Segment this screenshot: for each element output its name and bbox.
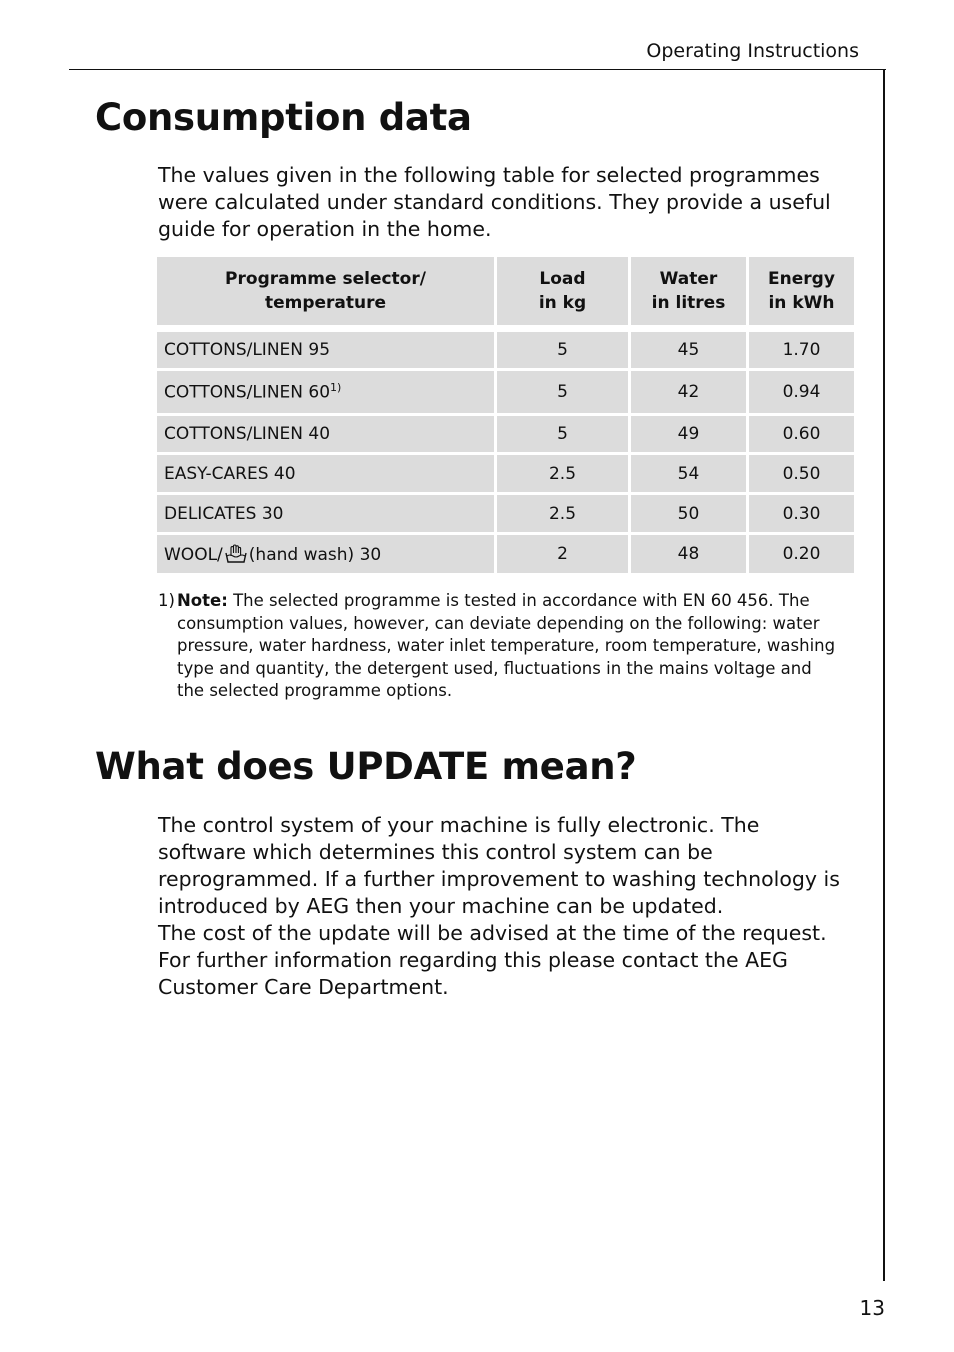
water-cell: 42: [631, 371, 746, 413]
table-row: [157, 332, 854, 368]
water-cell: 48: [631, 535, 746, 573]
footnote: [158, 590, 838, 703]
load-cell: 5: [497, 371, 628, 413]
consumption-intro: The values given in the following table for selected programmes were calculated under standard conditions. They provide a useful guide for operation in the home.: [158, 163, 831, 241]
footnote-ref: 1): [330, 381, 342, 395]
energy-cell: 0.20: [749, 535, 854, 573]
header-energy-line1: Energy: [768, 269, 835, 289]
energy-cell: 1.70: [749, 332, 854, 368]
energy-cell: 0.50: [749, 455, 854, 492]
footnote-label: Note:: [177, 591, 228, 610]
update-paragraph-2: The cost of the update will be advised at the time of the request. For further information regarding this please contact the AEG Customer Care Department.: [158, 921, 827, 999]
header-programme-line2: temperature: [264, 293, 387, 313]
table-row: [157, 455, 854, 492]
load-cell: 2.5: [497, 455, 628, 492]
water-cell: 54: [631, 455, 746, 492]
consumption-title: Consumption data: [95, 96, 472, 139]
header-rule: [69, 69, 886, 70]
programme-cell: EASY-CARES 40: [157, 455, 494, 492]
load-cell: 5: [497, 332, 628, 368]
energy-cell: 0.30: [749, 495, 854, 532]
programme-cell: COTTONS/LINEN 95: [157, 332, 494, 368]
programme-cell: COTTONS/LINEN 40: [157, 416, 494, 452]
table-row: [157, 535, 854, 573]
programme-suffix: (hand wash) 30: [248, 544, 382, 565]
header-water: [631, 257, 746, 325]
update-paragraph-1: The control system of your machine is fully electronic. The software which determines this control system can be reprogrammed. If a further improvement to washing technology is introduced by AEG then your machine can be updated.: [158, 813, 840, 918]
page-number: 13: [859, 1296, 885, 1320]
table-row: [157, 371, 854, 413]
hand-wash-icon: [225, 544, 247, 564]
footnote-marker: 1): [158, 591, 175, 610]
update-title: What does UPDATE mean?: [95, 745, 637, 788]
programme-label: WOOL/: [164, 544, 223, 565]
table-row: [157, 495, 854, 532]
header-water-line1: Water: [659, 269, 718, 289]
header-programme: [157, 257, 494, 325]
load-cell: 5: [497, 416, 628, 452]
header-energy-line2: in kWh: [768, 293, 835, 313]
footnote-body: [177, 590, 838, 703]
header-load-line2: in kg: [538, 293, 587, 313]
programme-cell: DELICATES 30: [157, 495, 494, 532]
header-energy: [749, 257, 854, 325]
programme-cell: [157, 371, 494, 413]
water-cell: 49: [631, 416, 746, 452]
water-cell: 45: [631, 332, 746, 368]
running-header: Operating Instructions: [646, 40, 859, 62]
consumption-table: [154, 254, 857, 576]
water-cell: 50: [631, 495, 746, 532]
table-header-row: [157, 257, 854, 325]
table-row: [157, 416, 854, 452]
side-rule: [883, 69, 885, 1281]
load-cell: 2.5: [497, 495, 628, 532]
header-load: [497, 257, 628, 325]
programme-cell: [157, 535, 494, 573]
programme-label: COTTONS/LINEN 60: [164, 382, 331, 403]
footnote-text: The selected programme is tested in accordance with EN 60 456. The consumption values, however, can deviate depending on the following: water pressure, water hardness, water inlet temperature, room temperature, washing type and quantity, the detergent used, fluctuations in the mains voltage and the selected programme options.: [177, 591, 836, 701]
header-load-line1: Load: [539, 269, 586, 289]
energy-cell: 0.60: [749, 416, 854, 452]
load-cell: 2: [497, 535, 628, 573]
header-programme-line1: Programme selector/: [225, 269, 426, 289]
energy-cell: 0.94: [749, 371, 854, 413]
header-water-line2: in litres: [651, 293, 726, 313]
